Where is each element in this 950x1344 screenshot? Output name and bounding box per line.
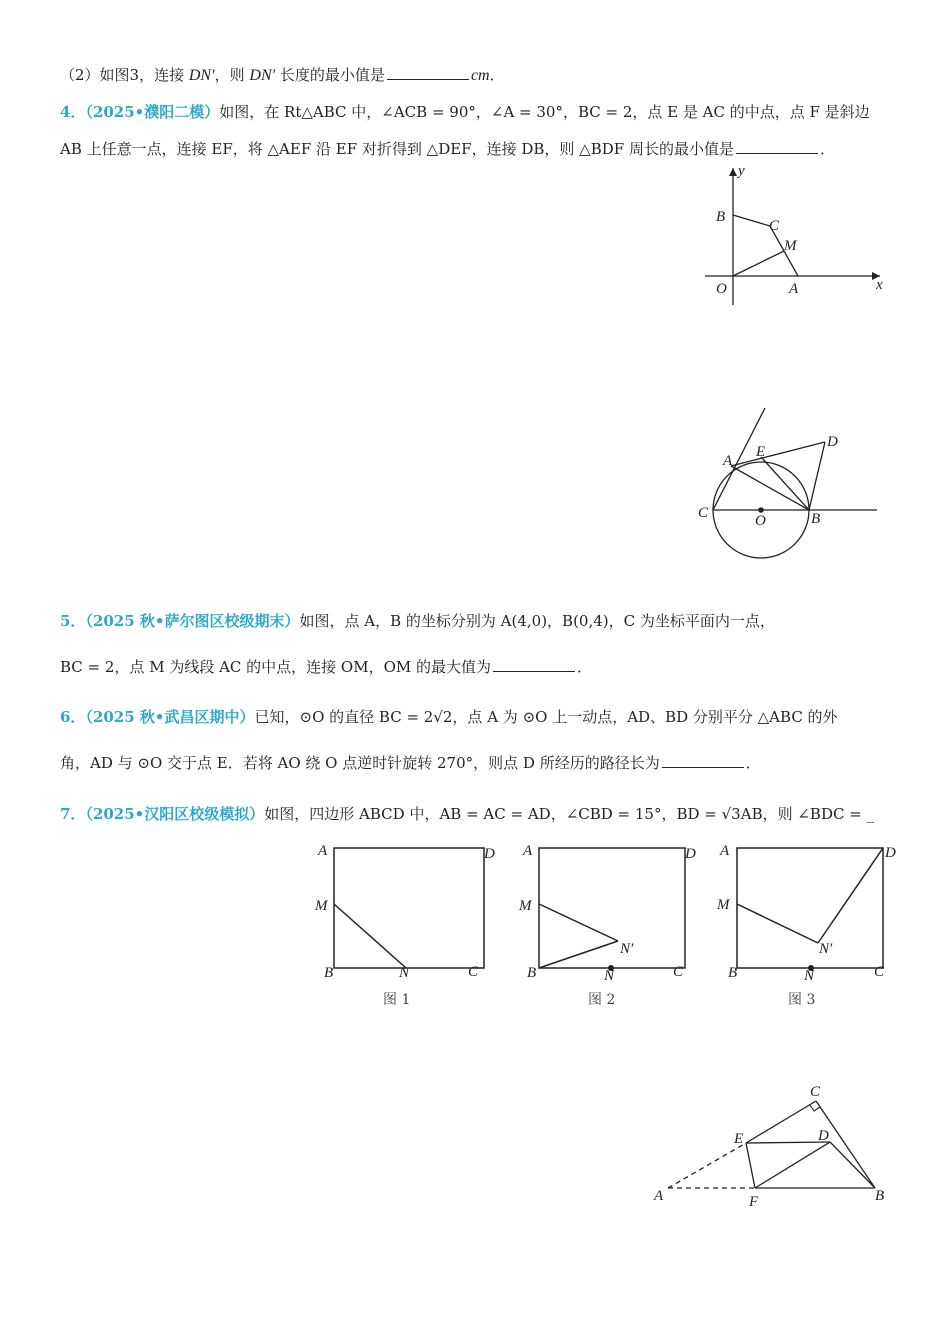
q5-end: ． xyxy=(577,658,593,676)
label-b: B xyxy=(527,965,537,981)
label-c: C xyxy=(468,964,479,980)
label-n: N xyxy=(604,968,615,984)
right-angle-mark xyxy=(810,1105,820,1111)
q5-text-2: BC = 2，点 M 为线段 AC 的中点，连接 OM，OM 的最大值为 xyxy=(60,658,492,676)
label-f: F xyxy=(749,1194,759,1210)
segment-mn xyxy=(334,904,406,968)
y-axis-arrow xyxy=(729,168,737,176)
label-d: D xyxy=(885,845,896,861)
q6-answer-blank[interactable] xyxy=(662,753,744,768)
q7-number: 7． xyxy=(60,805,86,823)
label-c: C xyxy=(698,505,709,521)
q4-number: 4． xyxy=(60,103,86,121)
q2-unit: cm xyxy=(470,67,490,84)
q4-answer-blank[interactable] xyxy=(736,139,818,154)
q2-end: ． xyxy=(489,66,505,84)
label-a: A xyxy=(318,843,328,859)
segment-bc xyxy=(733,215,770,226)
label-m: M xyxy=(315,898,328,914)
figure-coordinate xyxy=(700,160,900,310)
segment-om xyxy=(733,251,784,276)
segment-ae-dashed xyxy=(668,1143,746,1188)
segment-ec xyxy=(746,1101,816,1143)
rect-abcd xyxy=(334,848,484,968)
q5-number: 5． xyxy=(60,612,86,630)
label-n: N xyxy=(399,965,410,981)
label-m: M xyxy=(519,898,532,914)
label-a: A xyxy=(654,1188,664,1204)
q7-text-1: 如图，四边形 ABCD 中，AB = AC = AD，∠CBD = 15°，BD = √3AB，则 ∠BDC = _ xyxy=(264,805,875,823)
label-b: B xyxy=(728,965,738,981)
label-d: D xyxy=(484,846,495,862)
segment-n2d xyxy=(818,848,883,943)
label-d: D xyxy=(685,846,696,862)
q2-math-2: DN′ xyxy=(249,67,276,84)
q6-text-1: 已知，⊙O 的直径 BC = 2√2，点 A 为 ⊙O 上一动点，AD、BD 分别平分 △ABC 的外 xyxy=(254,708,838,726)
segment-ad xyxy=(731,442,825,466)
label-b: B xyxy=(324,965,334,981)
caption-fig-3: 图 3 xyxy=(788,992,816,1008)
figure-rect-1 xyxy=(310,840,495,1010)
figure-rect-3 xyxy=(713,840,903,1010)
label-c: C xyxy=(874,964,885,980)
caption-fig-2: 图 2 xyxy=(588,992,616,1008)
q5-line-1 xyxy=(60,610,775,631)
caption-fig-1: 图 1 xyxy=(383,992,411,1008)
segment-fd xyxy=(755,1142,830,1188)
label-n-prime: N′ xyxy=(620,941,634,957)
q5-line-2 xyxy=(60,656,592,677)
label-c: C xyxy=(810,1084,821,1100)
q6-line-1 xyxy=(60,706,838,727)
q2-label: （2）如图3，连接 xyxy=(60,66,185,84)
label-e: E xyxy=(756,444,766,460)
q2-tail: 长度的最小值是 xyxy=(279,66,385,84)
label-b: B xyxy=(811,511,821,527)
segment-db xyxy=(809,442,825,510)
segment-ab xyxy=(731,466,809,510)
label-o: O xyxy=(716,281,727,297)
label-x: x xyxy=(876,277,883,293)
segment-bn2 xyxy=(539,941,618,968)
q2-mid: ，则 xyxy=(214,66,245,84)
label-y: y xyxy=(738,163,745,179)
figure-circle xyxy=(695,405,895,585)
q5-text-1: 如图，点 A，B 的坐标分别为 A(4,0)，B(0,4)，C 为坐标平面内一点， xyxy=(299,612,775,630)
figure-fold xyxy=(650,1080,900,1210)
q2-line xyxy=(60,64,505,85)
segment-mn2 xyxy=(737,904,818,943)
q6-number: 6． xyxy=(60,708,86,726)
label-a: A xyxy=(723,453,733,469)
q7-source: （2025•汉阳区校级模拟） xyxy=(85,805,265,823)
q7-line-1 xyxy=(60,803,874,824)
label-m: M xyxy=(784,238,797,254)
q4-end: ． xyxy=(819,140,835,158)
q6-end: ． xyxy=(745,754,761,772)
segment-ef xyxy=(746,1143,755,1188)
label-d: D xyxy=(818,1128,829,1144)
label-n-prime: N′ xyxy=(819,941,833,957)
label-a: A xyxy=(789,281,799,297)
q4-text-1: 如图，在 Rt△ABC 中，∠ACB = 90°，∠A = 30°，BC = 2，点 E 是 AC 的中点，点 F 是斜边 xyxy=(219,103,870,121)
q5-answer-blank[interactable] xyxy=(493,657,575,672)
q6-text-2: 角，AD 与 ⊙O 交于点 E．若将 AO 绕 O 点逆时针旋转 270°，则点 D 所经历的路径长为 xyxy=(60,754,660,772)
q4-text-2: AB 上任意一点，连接 EF，将 △AEF 沿 EF 对折得到 △DEF，连接 DB，则 △BDF 周长的最小值是 xyxy=(60,140,734,158)
q2-answer-blank[interactable] xyxy=(387,65,469,80)
segment-mn2 xyxy=(539,904,618,941)
label-c: C xyxy=(769,218,780,234)
label-e: E xyxy=(734,1131,744,1147)
label-a: A xyxy=(720,843,730,859)
label-m: M xyxy=(717,897,730,913)
label-n: N xyxy=(804,968,815,984)
label-b: B xyxy=(875,1188,885,1204)
q5-source: （2025 秋•萨尔图区校级期末） xyxy=(85,612,300,630)
figure-rect-2 xyxy=(515,840,695,1010)
center-dot xyxy=(758,507,764,513)
rect-abcd xyxy=(737,848,883,968)
label-b: B xyxy=(716,209,726,225)
label-a: A xyxy=(523,843,533,859)
q4-line-2 xyxy=(60,138,835,159)
segment-eb xyxy=(761,457,809,510)
q6-line-2 xyxy=(60,752,761,773)
label-d: D xyxy=(827,434,838,450)
q2-math-1: DN′ xyxy=(188,67,215,84)
rect-abcd xyxy=(539,848,685,968)
label-c: C xyxy=(673,964,684,980)
q4-line-1 xyxy=(60,101,870,122)
segment-db xyxy=(830,1142,875,1188)
q6-source: （2025 秋•武昌区期中） xyxy=(85,708,255,726)
label-o: O xyxy=(755,513,766,529)
q4-source: （2025•濮阳二模） xyxy=(85,103,220,121)
